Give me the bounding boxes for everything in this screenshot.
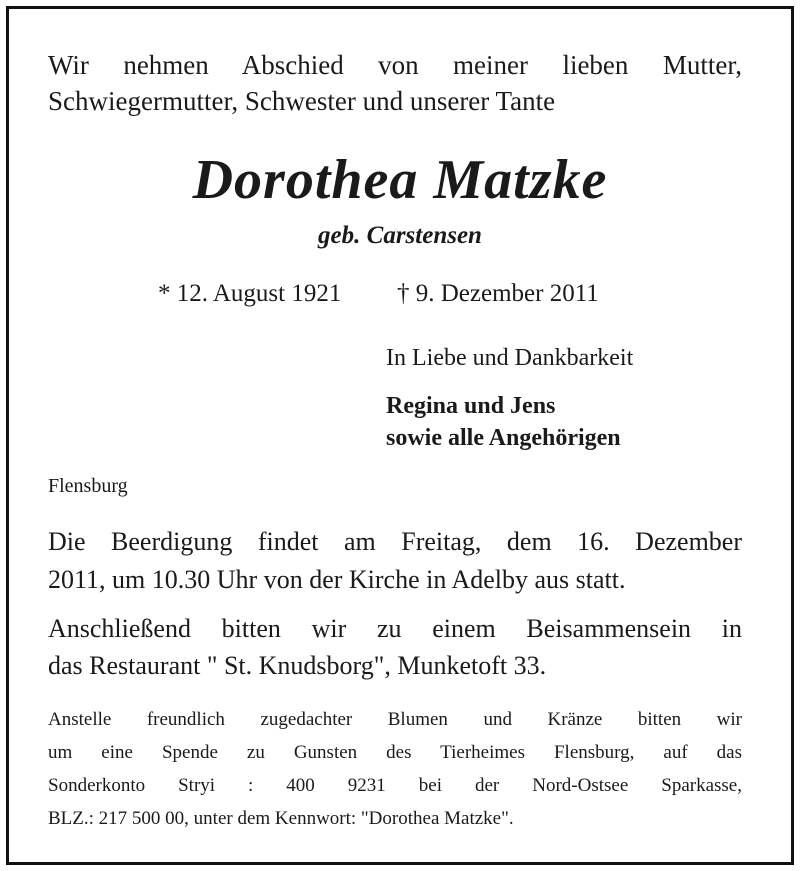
- gathering-line-2: das Restaurant " St. Knudsborg", Munketoft 33.: [48, 651, 547, 680]
- death-date: † 9. Dezember 2011: [397, 280, 599, 307]
- donation-line-1: Anstelle freundlich zugedachter Blumen und Kränze bitten wir: [48, 709, 742, 730]
- funeral-line-1: Die Beerdigung findet am Freitag, dem 16. Dezember: [48, 527, 742, 556]
- gathering-line-1: Anschließend bitten wir zu einem Beisammensein in: [48, 614, 742, 643]
- maiden-name: geb. Carstensen: [318, 222, 482, 249]
- donation-line-3: Sonderkonto Stryi : 400 9231 bei der Nord-Ostsee Sparkasse,: [48, 775, 742, 796]
- donation-line-4: BLZ.: 217 500 00, unter dem Kennwort: "Dorothea Matzke".: [48, 808, 514, 829]
- mourner-names: Regina und Jens: [386, 393, 556, 419]
- intro-line-2: Schwiegermutter, Schwester und unserer Tante: [48, 86, 556, 116]
- mourner-relatives: sowie alle Angehörigen: [386, 425, 621, 451]
- dedication-phrase: In Liebe und Dankbarkeit: [386, 345, 634, 371]
- birth-date: * 12. August 1921: [158, 280, 342, 307]
- funeral-line-2: 2011, um 10.30 Uhr von der Kirche in Adelby aus statt.: [48, 565, 626, 594]
- donation-line-2: um eine Spende zu Gunsten des Tierheimes Flensburg, auf das: [48, 742, 742, 763]
- intro-line-1: Wir nehmen Abschied von meiner lieben Mutter,: [48, 50, 742, 80]
- place-name: Flensburg: [48, 475, 128, 497]
- deceased-name: Dorothea Matzke: [192, 149, 608, 211]
